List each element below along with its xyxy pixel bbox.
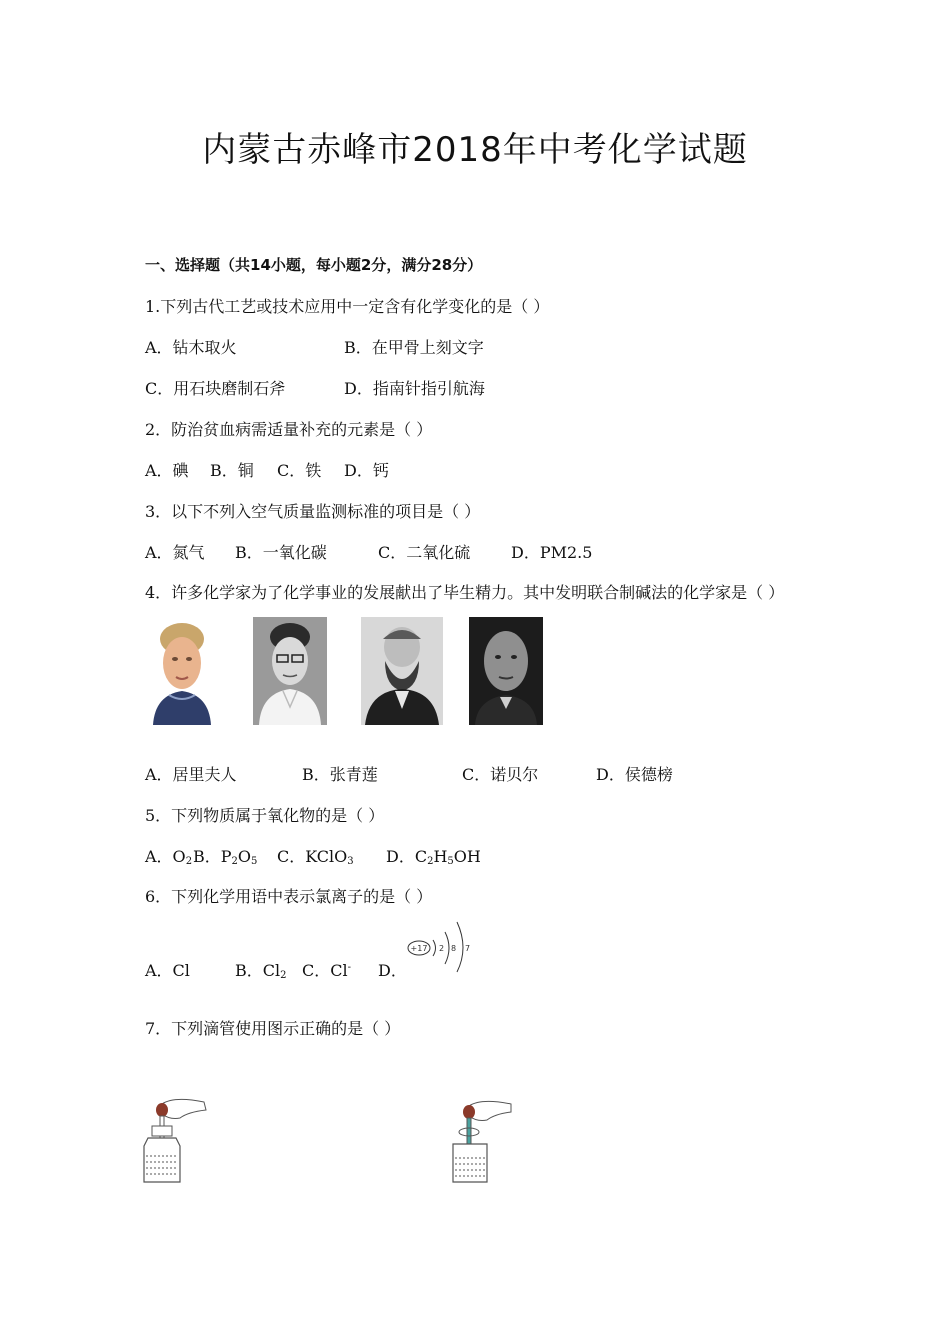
q2-option-a: A．碘 (145, 461, 189, 480)
q2-option-c: C．铁 (277, 461, 322, 480)
q1-option-b: B．在甲骨上刻文字 (344, 338, 484, 357)
shell-2-electrons: 8 (451, 944, 457, 953)
page-title: 内蒙古赤峰市2018年中考化学试题 (202, 130, 748, 170)
portrait-curie (145, 617, 219, 725)
q6-option-c: C．Cl- (302, 961, 351, 980)
question-4: 4．许多化学家为了化学事业的发展献出了毕生精力。其中发明联合制碱法的化学家是（ ） (145, 583, 785, 602)
portrait-nobel (361, 617, 435, 725)
q5-option-d: D．$C_2H_5OH$ (386, 847, 481, 867)
q2-option-d: D．钙 (344, 461, 389, 480)
q1-option-c: C．用石块磨制石斧 (145, 379, 286, 398)
question-7: 7．下列滴管使用图示正确的是（ ） (145, 1019, 401, 1038)
q6-option-d: D． (378, 961, 407, 980)
question-5: 5．下列物质属于氧化物的是（ ） (145, 806, 385, 825)
q5-option-a: A．$O_2$ (145, 847, 193, 867)
question-1: 1.下列古代工艺或技术应用中一定含有化学变化的是（ ） (145, 297, 550, 316)
q6-option-b: B．$Cl_2$ (235, 961, 287, 981)
dropper-in-bottle-figure (140, 1094, 212, 1186)
q4-option-d: D．侯德榜 (596, 765, 673, 784)
q4-option-b: B．张青莲 (302, 765, 378, 784)
section-heading: 一、选择题（共14小题，每小题2分，满分28分） (145, 256, 483, 274)
portrait-zhang-qinglian (253, 617, 327, 725)
q3-option-c: C．二氧化硫 (378, 543, 471, 562)
portrait-hou-debang (469, 617, 543, 725)
q6-option-a: A．Cl (145, 961, 190, 980)
q4-option-c: C．诺贝尔 (462, 765, 539, 784)
q4-option-a: A．居里夫人 (145, 765, 237, 784)
nucleus-label: +17 (410, 944, 428, 953)
shell-1-electrons: 2 (439, 944, 445, 953)
dropper-over-beaker-figure (445, 1094, 517, 1186)
chlorine-atom-structure-diagram (405, 918, 477, 976)
q1-option-a: A．钻木取火 (145, 338, 237, 357)
shell-3-electrons: 7 (465, 944, 471, 953)
question-6: 6．下列化学用语中表示氯离子的是（ ） (145, 887, 433, 906)
q3-option-b: B．一氧化碳 (235, 543, 327, 562)
question-3: 3．以下不列入空气质量监测标准的项目是（ ） (145, 502, 481, 521)
q3-option-a: A．氮气 (145, 543, 205, 562)
q5-option-c: C．KClO$_3$ (277, 847, 354, 867)
q2-option-b: B．铜 (210, 461, 254, 480)
q3-option-d: D．PM2.5 (511, 543, 593, 562)
q5-option-b: B．$P_2O_5$ (193, 847, 258, 867)
q1-option-d: D．指南针指引航海 (344, 379, 485, 398)
question-2: 2．防治贫血病需适量补充的元素是（ ） (145, 420, 433, 439)
